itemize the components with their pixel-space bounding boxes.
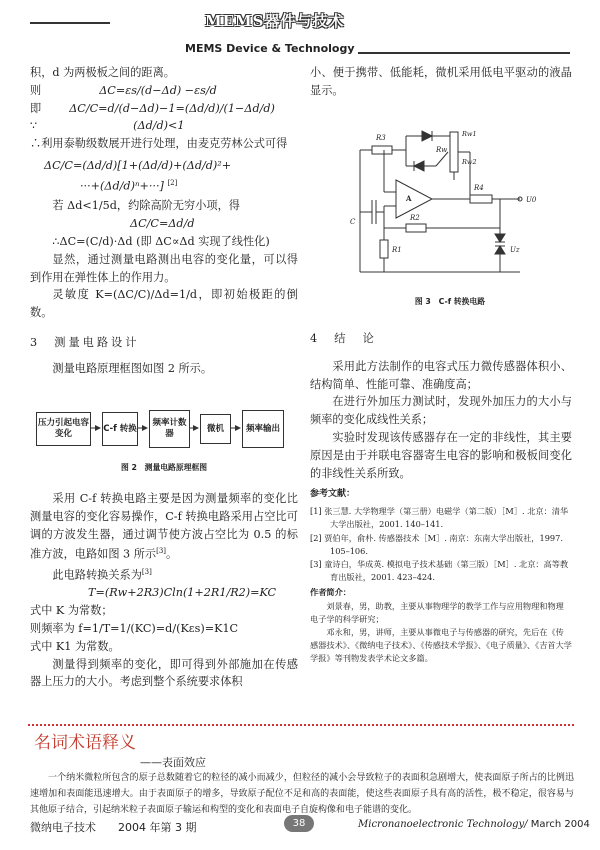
label-r4: R4 [474,184,484,192]
figure-2 [30,404,298,484]
eq-label: 则 [30,83,42,97]
label-a: A [406,194,412,203]
citation: [3] [141,567,152,576]
left-column-continued [30,490,298,691]
equation: (Δd/d)<1 [133,119,185,133]
footer-journal: 微纳电子技术 [30,821,96,834]
left-column [30,64,298,377]
paragraph: 式中 K 为常数； [30,604,113,618]
paragraph: 积，d 为两极板之间的距离。 [30,66,175,79]
label-c: C [350,218,356,226]
paragraph: 小、便于携带、低能耗，微机采用低电平驱动的液晶显示。 [310,66,572,97]
label-r1: R1 [392,246,402,254]
block-cf-converter: C-f 转换 [102,412,138,446]
right-column [310,64,572,100]
paragraph: 式中 K1 为常数。 [30,639,120,653]
section-heading: 4 结 论 [310,332,377,345]
equation: ΔC=εs/(d−Δd) −εs/d [99,83,217,97]
glossary-subtitle: ——表面效应 [140,756,206,769]
block-frequency-counter: 频率计数器 [149,410,190,448]
glossary-body: 一个纳米微粒所包含的原子总数随着它的粒径的减小而减少，但粒径的减小会导致粒子的表面积急剧增大，使表面原子所占的比例迅速增加和表面能迅速增大。由于表面原子的增多，导致原子配位不足和高的表面能，使这些表面原子具有高的活性，极不稳定，很容易与其他原子结合，引起纳米粒子表面原子输运和构型的变化和表面电子自旋构像和电子能谱的变化。 [30,773,574,815]
author-bio: 邓永和，男，讲师，主要从事微电子与传感器的研究，先后在《传感器技术》、《微纳电子技术》、《传感技术学报》、《电子质量》、《吉首大学学报》等刊物发表学术论文多篇。 [310,627,572,664]
figure-3 [350,122,550,312]
paragraph: 测量电路原理框图如图 2 所示。 [52,361,213,375]
footer-journal-en: Micronanoelectronic Technology/ March 2004 [358,819,590,830]
paragraph: 则频率为 f=1/T=1/(KC)=d/(Kεs)=K1C [30,622,239,636]
author-bio: 刘景春，男，助教，主要从事物理学的教学工作与应用物理和物理电子学的科学研究； [310,600,564,624]
citation: [2] [167,178,178,187]
equation: ···+(Δd/d)ⁿ+···] [80,179,164,193]
citation: [3] [156,547,167,556]
reference-item: [2] 贾伯年，俞朴. 传感器技术［M］. 南京：东南大学出版社，1997. 105–106. [310,532,563,556]
right-column-conclusion [310,330,572,482]
paragraph: 采用此方法制作的电容式压力微传感器体积小、结构简单、性能可靠、准确度高； [310,359,572,391]
figure-3-circuit [350,122,550,282]
equation: ΔC/C=Δd/d [130,217,195,231]
eq-label: 即 [30,101,42,115]
section-heading: 3 测量电路设计 [30,335,140,349]
equation: ΔC/C=(Δd/d)[1+(Δd/d)+(Δd/d)²+ [44,158,232,172]
references [310,488,572,666]
paragraph: 灵敏度 K=(ΔC/C)/Δd=1/d，即初始极距的倒数。 [30,288,298,320]
label-uz: Uz [510,246,520,254]
label-r2: R2 [410,214,420,222]
glossary-title: 名词术语释义 [34,733,136,753]
footer-page-number: 38 [284,815,314,832]
block-frequency-output: 频率输出 [242,410,284,448]
paragraph: ∴ΔC=(C/d)·Δd (即 ΔC∝Δd 实现了线性化) [52,234,270,248]
figure-3-caption: 图 3 C-f 转换电路 [414,297,486,306]
label-r3: R3 [376,134,386,142]
paragraph: 若 Δd<1/5d，约除高阶无穷小项，得 [52,199,240,213]
header-rule-right [358,52,570,54]
header-rule-left [30,22,110,24]
eq-label: ∵ [30,119,38,133]
glossary-divider [28,724,574,726]
paragraph: 测量得到频率的变化，即可得到外部施加在传感器上压力的大小。考虑到整个系统要求体积 [30,657,298,689]
paragraph: 在进行外加压力测试时，发现外加压力的大小与频率的变化成线性关系； [310,395,572,427]
paragraph: 实验时发现该传感器存在一定的非线性，其主要原因是由于并联电容器寄生电容的影响和极板间变化的非线性关系所致。 [310,430,572,480]
reference-item: [1] 张三慧. 大学物理学（第三册）电磁学（第二版）［M］. 北京：清华大学出版社，2001. 140–141. [310,506,569,530]
label-rw2: Rw2 [462,158,477,166]
equation: ΔC/C=d/(d−Δd)−1=(Δd/d)/(1−Δd/d) [69,101,275,115]
label-rw1: Rw1 [462,130,477,138]
paragraph: 显然，通过测量电路测出电容的变化量，可以得到作用在弹性体上的作用力。 [30,252,298,284]
paragraph: ∴利用泰勒级数展开进行处理，由麦克劳林公式可得 [30,137,288,151]
reference-item: [3] 童诗白，华成英. 模拟电子技术基础（第三版）［M］. 北京：高等教育出版社，2001. 423–424. [310,559,569,583]
equation: T=(Rw+2R3)Cln(1+2R1/R2)=KC [88,586,277,600]
paragraph: 采用 C-f 转换电路主要是因为测量频率的变化比测量电容的变化容易操作，C-f 转换电路采用占空比可调的方波发生器，通过调节使方波占空比为 0.5 的标准方波，电路如图 3 所示[3]。 [30,492,298,562]
block-microcomputer: 微机 [200,414,231,444]
journal-title-cn: MEMS器件与技术 [205,12,345,30]
references-title: 参考文献： [310,489,356,499]
label-u0: U0 [526,196,537,204]
figure-2-caption: 图 2 测量电路原理框图 [120,463,208,472]
journal-title-en: MEMS Device & Technology [185,42,355,55]
block-capacitance: 压力引起电容变化 [36,412,91,446]
authors-title: 作者简介： [310,587,351,598]
label-rw: Rw [436,146,448,154]
footer-issue: 2004 年第 3 期 [118,821,197,834]
paragraph: 此电路转换关系为[3] [52,567,152,582]
